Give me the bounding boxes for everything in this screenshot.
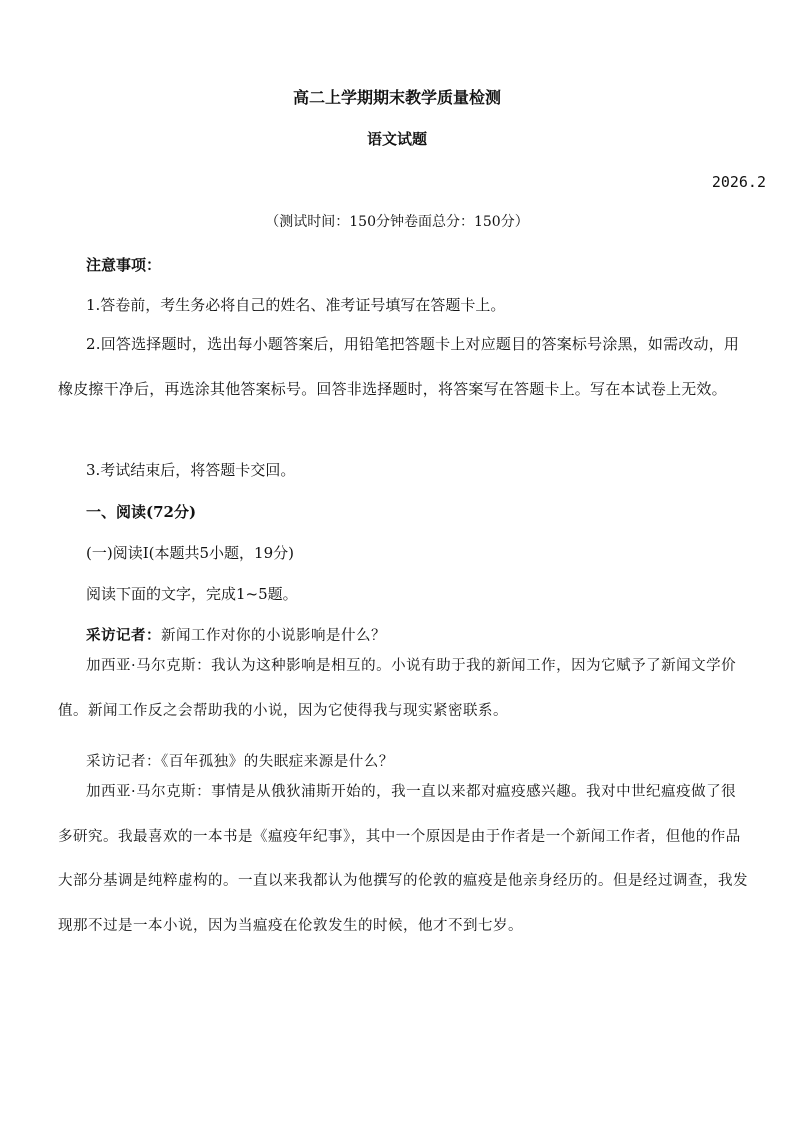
notes-heading: 注意事项： <box>86 256 162 274</box>
interview-answer-2: 加西亚·马尔克斯：事情是从俄狄浦斯开始的，我一直以来都对瘟疫感兴趣。我对中世纪瘟疫做了很多研究。我最喜欢的一本书是《瘟疫年纪事》，其中一个原因是由于作者是一个新闻工作者，但他的作品大部分基调是纯粹虚构的。一直以来我都认为他撰写的伦敦的瘟疫是他亲身经历的。但是经过调查，我发现那不过是一本小说，因为当瘟疫在伦敦发生的时候，他才不到七岁。 <box>58 784 748 934</box>
notes-item-1: 1.答卷前，考生务必将自己的姓名、准考证号填写在答题卡上。 <box>86 296 506 314</box>
interviewer-label: 采访记者： <box>86 627 161 644</box>
interview-answer-1: 加西亚·马尔克斯：我认为这种影响是相互的。小说有助于我的新闻工作，因为它赋予了新闻文学价值。新闻工作反之会帮助我的小说，因为它使得我与现实紧密联系。 <box>58 658 737 719</box>
notes-item-2: 2.回答选择题时，选出每小题答案后，用铅笔把答题卡上对应题目的答案标号涂黑，如需改动，用橡皮擦干净后，再选涂其他答案标号。回答非选择题时，将答案写在答题卡上。写在本试卷上无效。 <box>58 335 740 398</box>
exam-subject: 语文试题 <box>366 130 427 148</box>
exam-info: （测试时间：150分钟卷面总分：150分） <box>265 214 529 230</box>
notes-item-3: 3.考试结束后，将答题卡交回。 <box>86 461 296 479</box>
question-1-text: 新闻工作对你的小说影响是什么？ <box>161 628 386 644</box>
section-heading: 一、阅读(72分) <box>86 503 197 521</box>
interview-question-2: 采访记者：《百年孤独》的失眠症来源是什么？ <box>86 754 394 770</box>
exam-date: 2026.2 <box>711 173 766 191</box>
reading-instruction: 阅读下面的文字，完成1~5题。 <box>86 585 298 603</box>
part-heading: (一)阅读Ⅰ(本题共5小题，19分) <box>86 544 294 562</box>
exam-title: 高二上学期期末教学质量检测 <box>292 88 501 107</box>
